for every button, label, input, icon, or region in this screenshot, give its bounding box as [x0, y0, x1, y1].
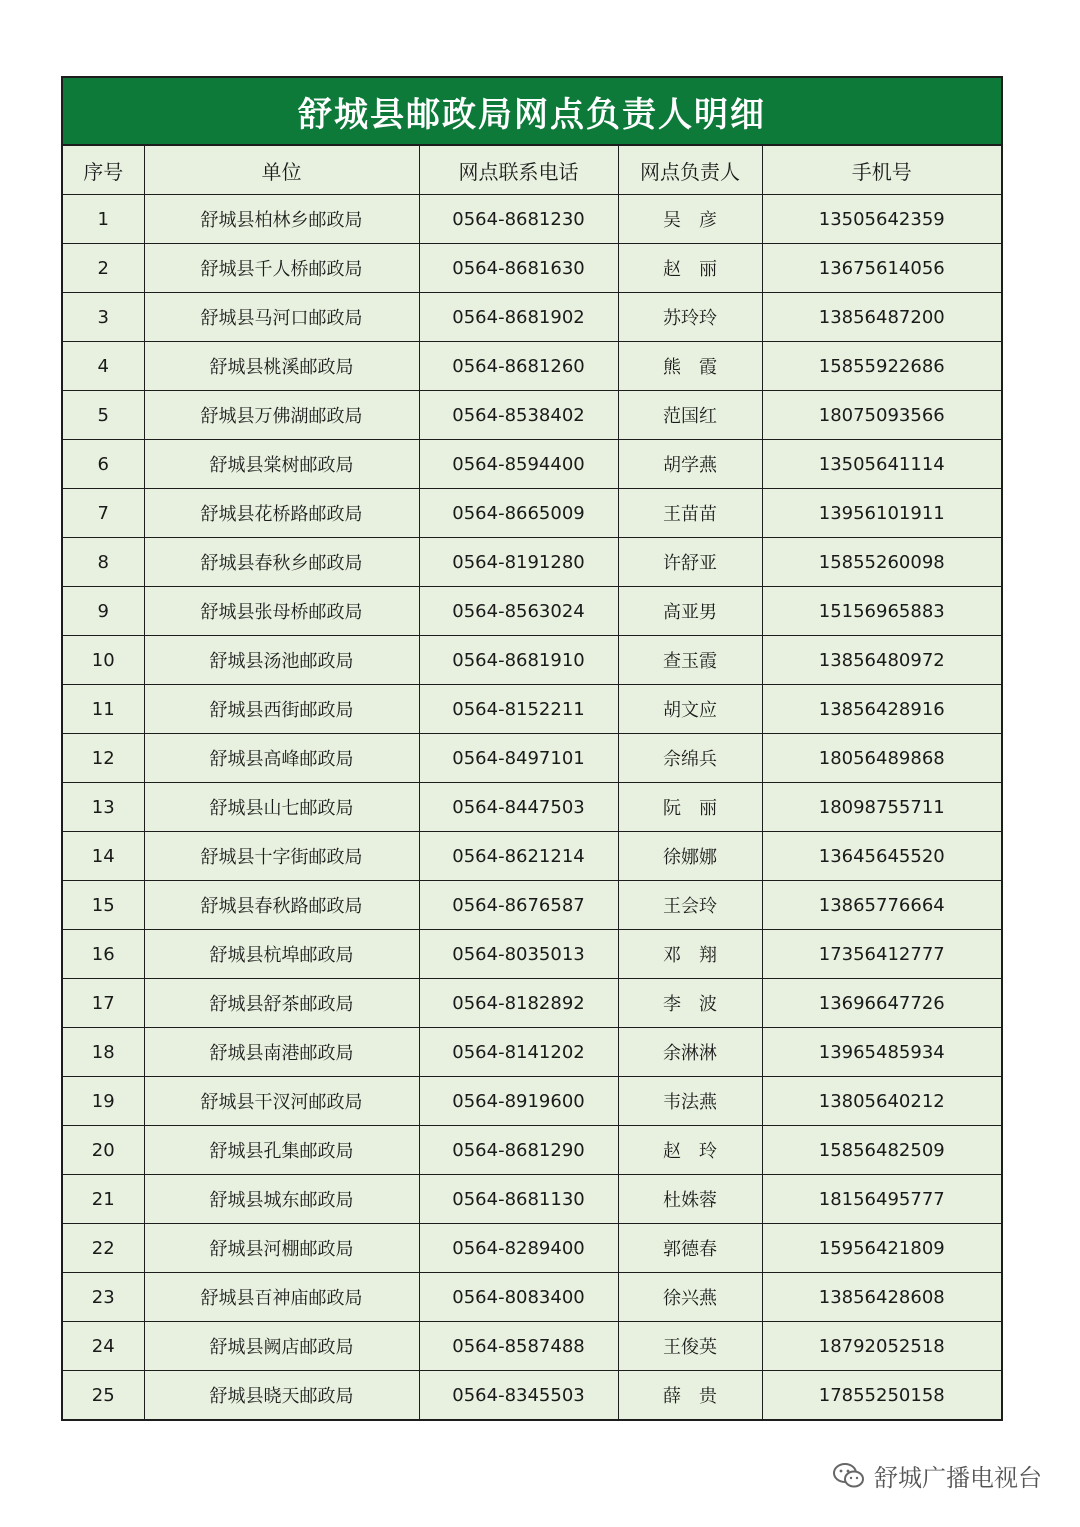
cell-unit: 舒城县南港邮政局: [144, 1028, 419, 1077]
cell-mobile: 15855922686: [762, 342, 1001, 391]
cell-index: 21: [63, 1175, 144, 1224]
table-row: [63, 538, 1001, 587]
cell-index: 17: [63, 979, 144, 1028]
cell-mobile: 15956421809: [762, 1224, 1001, 1273]
cell-index: 1: [63, 195, 144, 244]
cell-index: 6: [63, 440, 144, 489]
cell-branch-phone: 0564-8681630: [419, 244, 618, 293]
cell-branch-head: 范国红: [618, 391, 762, 440]
cell-branch-head: 查玉霞: [618, 636, 762, 685]
cell-mobile: 13505641114: [762, 440, 1001, 489]
staff-table-sheet: [61, 76, 1003, 1421]
cell-branch-phone: 0564-8447503: [419, 783, 618, 832]
table-row: [63, 636, 1001, 685]
cell-unit: 舒城县棠树邮政局: [144, 440, 419, 489]
cell-index: 18: [63, 1028, 144, 1077]
table-row: [63, 1077, 1001, 1126]
cell-branch-phone: 0564-8681910: [419, 636, 618, 685]
table-row: [63, 832, 1001, 881]
cell-unit: 舒城县河棚邮政局: [144, 1224, 419, 1273]
table-row: [63, 979, 1001, 1028]
cell-branch-phone: 0564-8681260: [419, 342, 618, 391]
cell-unit: 舒城县杭埠邮政局: [144, 930, 419, 979]
cell-unit: 舒城县西街邮政局: [144, 685, 419, 734]
cell-branch-phone: 0564-8676587: [419, 881, 618, 930]
cell-index: 3: [63, 293, 144, 342]
cell-mobile: 18098755711: [762, 783, 1001, 832]
cell-index: 12: [63, 734, 144, 783]
cell-index: 4: [63, 342, 144, 391]
cell-branch-head: 王苗苗: [618, 489, 762, 538]
cell-branch-phone: 0564-8191280: [419, 538, 618, 587]
cell-mobile: 13856480972: [762, 636, 1001, 685]
cell-unit: 舒城县舒茶邮政局: [144, 979, 419, 1028]
cell-branch-head: 赵 丽: [618, 244, 762, 293]
table-title: 舒城县邮政局网点负责人明细: [63, 78, 1001, 146]
cell-index: 23: [63, 1273, 144, 1322]
cell-unit: 舒城县柏林乡邮政局: [144, 195, 419, 244]
cell-index: 11: [63, 685, 144, 734]
cell-mobile: 18075093566: [762, 391, 1001, 440]
cell-unit: 舒城县十字街邮政局: [144, 832, 419, 881]
cell-unit: 舒城县汤池邮政局: [144, 636, 419, 685]
cell-branch-phone: 0564-8345503: [419, 1371, 618, 1420]
table-row: [63, 1028, 1001, 1077]
staff-table: [63, 146, 1001, 1419]
table-row: [63, 1224, 1001, 1273]
cell-mobile: 17855250158: [762, 1371, 1001, 1420]
cell-index: 14: [63, 832, 144, 881]
cell-branch-phone: 0564-8497101: [419, 734, 618, 783]
cell-branch-phone: 0564-8141202: [419, 1028, 618, 1077]
cell-branch-head: 李 波: [618, 979, 762, 1028]
cell-branch-head: 杜姝蓉: [618, 1175, 762, 1224]
table-header-row: [63, 146, 1001, 195]
cell-branch-head: 吴 彦: [618, 195, 762, 244]
cell-branch-head: 王会玲: [618, 881, 762, 930]
column-header-branch-phone: 网点联系电话: [419, 146, 618, 195]
watermark: [832, 1458, 1042, 1493]
cell-index: 10: [63, 636, 144, 685]
table-row: [63, 1273, 1001, 1322]
cell-index: 13: [63, 783, 144, 832]
table-row: [63, 1322, 1001, 1371]
cell-mobile: 18792052518: [762, 1322, 1001, 1371]
column-header-index: 序号: [63, 146, 144, 195]
cell-branch-phone: 0564-8289400: [419, 1224, 618, 1273]
cell-branch-phone: 0564-8083400: [419, 1273, 618, 1322]
cell-branch-phone: 0564-8681290: [419, 1126, 618, 1175]
cell-index: 22: [63, 1224, 144, 1273]
cell-mobile: 13645645520: [762, 832, 1001, 881]
cell-branch-head: 薛 贵: [618, 1371, 762, 1420]
cell-mobile: 13505642359: [762, 195, 1001, 244]
cell-index: 7: [63, 489, 144, 538]
cell-index: 16: [63, 930, 144, 979]
cell-index: 8: [63, 538, 144, 587]
table-row: [63, 1371, 1001, 1420]
cell-branch-head: 阮 丽: [618, 783, 762, 832]
column-header-unit: 单位: [144, 146, 419, 195]
cell-index: 19: [63, 1077, 144, 1126]
cell-mobile: 13696647726: [762, 979, 1001, 1028]
table-row: [63, 489, 1001, 538]
cell-mobile: 15855260098: [762, 538, 1001, 587]
cell-unit: 舒城县马河口邮政局: [144, 293, 419, 342]
watermark-text: 舒城广播电视台: [874, 1464, 1042, 1492]
cell-mobile: 15156965883: [762, 587, 1001, 636]
cell-branch-head: 邓 翔: [618, 930, 762, 979]
cell-branch-head: 佘绵兵: [618, 734, 762, 783]
cell-unit: 舒城县春秋路邮政局: [144, 881, 419, 930]
cell-branch-phone: 0564-8538402: [419, 391, 618, 440]
table-row: [63, 440, 1001, 489]
cell-branch-head: 徐兴燕: [618, 1273, 762, 1322]
table-row: [63, 195, 1001, 244]
cell-mobile: 13856487200: [762, 293, 1001, 342]
cell-branch-phone: 0564-8563024: [419, 587, 618, 636]
cell-branch-phone: 0564-8587488: [419, 1322, 618, 1371]
cell-unit: 舒城县山七邮政局: [144, 783, 419, 832]
cell-unit: 舒城县春秋乡邮政局: [144, 538, 419, 587]
wechat-icon: [832, 1462, 866, 1490]
cell-unit: 舒城县晓天邮政局: [144, 1371, 419, 1420]
cell-unit: 舒城县城东邮政局: [144, 1175, 419, 1224]
cell-branch-head: 余淋淋: [618, 1028, 762, 1077]
cell-unit: 舒城县花桥路邮政局: [144, 489, 419, 538]
cell-unit: 舒城县阙店邮政局: [144, 1322, 419, 1371]
cell-branch-head: 胡文应: [618, 685, 762, 734]
cell-unit: 舒城县桃溪邮政局: [144, 342, 419, 391]
cell-branch-phone: 0564-8594400: [419, 440, 618, 489]
cell-unit: 舒城县高峰邮政局: [144, 734, 419, 783]
table-row: [63, 244, 1001, 293]
cell-unit: 舒城县万佛湖邮政局: [144, 391, 419, 440]
table-row: [63, 1175, 1001, 1224]
cell-unit: 舒城县孔集邮政局: [144, 1126, 419, 1175]
cell-branch-head: 韦法燕: [618, 1077, 762, 1126]
cell-mobile: 18156495777: [762, 1175, 1001, 1224]
table-row: [63, 391, 1001, 440]
table-row: [63, 734, 1001, 783]
cell-unit: 舒城县张母桥邮政局: [144, 587, 419, 636]
cell-mobile: 13865776664: [762, 881, 1001, 930]
cell-index: 20: [63, 1126, 144, 1175]
cell-branch-phone: 0564-8919600: [419, 1077, 618, 1126]
cell-branch-head: 徐娜娜: [618, 832, 762, 881]
cell-branch-head: 王俊英: [618, 1322, 762, 1371]
cell-branch-head: 苏玲玲: [618, 293, 762, 342]
cell-mobile: 15856482509: [762, 1126, 1001, 1175]
table-row: [63, 1126, 1001, 1175]
cell-branch-phone: 0564-8681230: [419, 195, 618, 244]
cell-branch-head: 赵 玲: [618, 1126, 762, 1175]
table-row: [63, 930, 1001, 979]
cell-branch-phone: 0564-8665009: [419, 489, 618, 538]
table-row: [63, 293, 1001, 342]
table-row: [63, 783, 1001, 832]
cell-mobile: 13675614056: [762, 244, 1001, 293]
cell-index: 25: [63, 1371, 144, 1420]
cell-index: 9: [63, 587, 144, 636]
cell-mobile: 13956101911: [762, 489, 1001, 538]
table-body: [63, 195, 1001, 1420]
column-header-branch-head: 网点负责人: [618, 146, 762, 195]
table-row: [63, 881, 1001, 930]
cell-branch-phone: 0564-8035013: [419, 930, 618, 979]
cell-mobile: 13805640212: [762, 1077, 1001, 1126]
cell-branch-phone: 0564-8621214: [419, 832, 618, 881]
cell-branch-head: 高亚男: [618, 587, 762, 636]
cell-mobile: 17356412777: [762, 930, 1001, 979]
column-header-mobile: 手机号: [762, 146, 1001, 195]
cell-branch-head: 熊 霞: [618, 342, 762, 391]
cell-mobile: 13856428608: [762, 1273, 1001, 1322]
cell-unit: 舒城县干汊河邮政局: [144, 1077, 419, 1126]
cell-branch-phone: 0564-8681130: [419, 1175, 618, 1224]
cell-branch-phone: 0564-8182892: [419, 979, 618, 1028]
cell-branch-head: 胡学燕: [618, 440, 762, 489]
cell-branch-head: 郭德春: [618, 1224, 762, 1273]
cell-mobile: 13856428916: [762, 685, 1001, 734]
cell-unit: 舒城县千人桥邮政局: [144, 244, 419, 293]
table-row: [63, 685, 1001, 734]
cell-index: 24: [63, 1322, 144, 1371]
cell-index: 5: [63, 391, 144, 440]
cell-mobile: 13965485934: [762, 1028, 1001, 1077]
cell-mobile: 18056489868: [762, 734, 1001, 783]
table-row: [63, 587, 1001, 636]
table-row: [63, 342, 1001, 391]
cell-branch-head: 许舒亚: [618, 538, 762, 587]
cell-index: 2: [63, 244, 144, 293]
cell-unit: 舒城县百神庙邮政局: [144, 1273, 419, 1322]
cell-index: 15: [63, 881, 144, 930]
cell-branch-phone: 0564-8152211: [419, 685, 618, 734]
cell-branch-phone: 0564-8681902: [419, 293, 618, 342]
